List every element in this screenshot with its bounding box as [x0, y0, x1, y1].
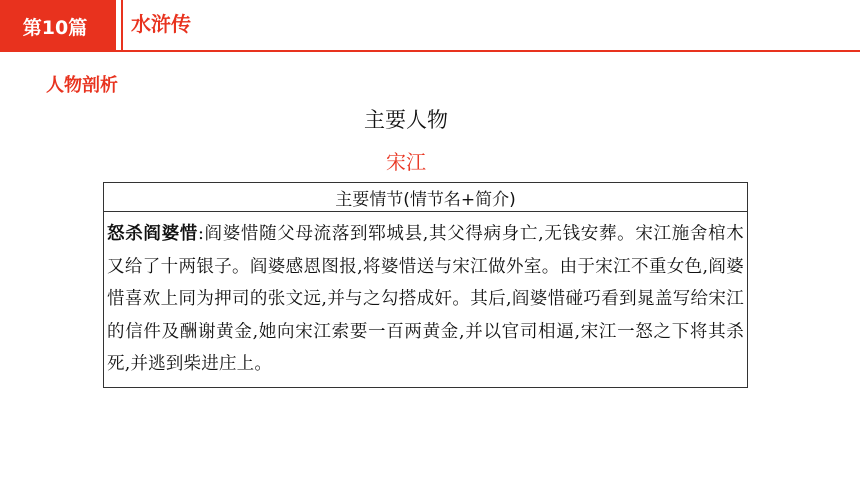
header-underline	[116, 50, 860, 52]
header-divider	[121, 0, 123, 50]
table-header-row	[104, 183, 748, 212]
plot-cell	[104, 212, 748, 388]
plot-title: 怒杀阎婆惜	[107, 224, 198, 244]
chapter-tag	[0, 0, 116, 52]
table-row	[104, 212, 748, 388]
chapter-tag-label: 第10篇	[22, 16, 88, 39]
column-header: 主要情节(情节名+简介)	[104, 183, 748, 212]
section-label: 人物剖析	[46, 75, 118, 96]
plot-text: :阎婆惜随父母流落到郓城县,其父得病身亡,无钱安葬。宋江施舍棺木又给了十两银子。阎婆感恩图报,将婆惜送与宋江做外室。由于宋江不重女色,阎婆惜喜欢上同为押司的张文远,并与之勾搭成奸。其后,阎婆惜碰巧看到晁盖写给宋江的信件及酬谢黄金,她向宋江索要一百两黄金,并以官司相逼,宋江一怒之下将其杀死,并逃到柴进庄上。	[107, 224, 745, 374]
book-title: 水浒传	[131, 12, 191, 36]
character-name: 宋江	[386, 150, 426, 174]
plot-table	[103, 182, 748, 388]
page-heading: 主要人物	[364, 108, 448, 132]
